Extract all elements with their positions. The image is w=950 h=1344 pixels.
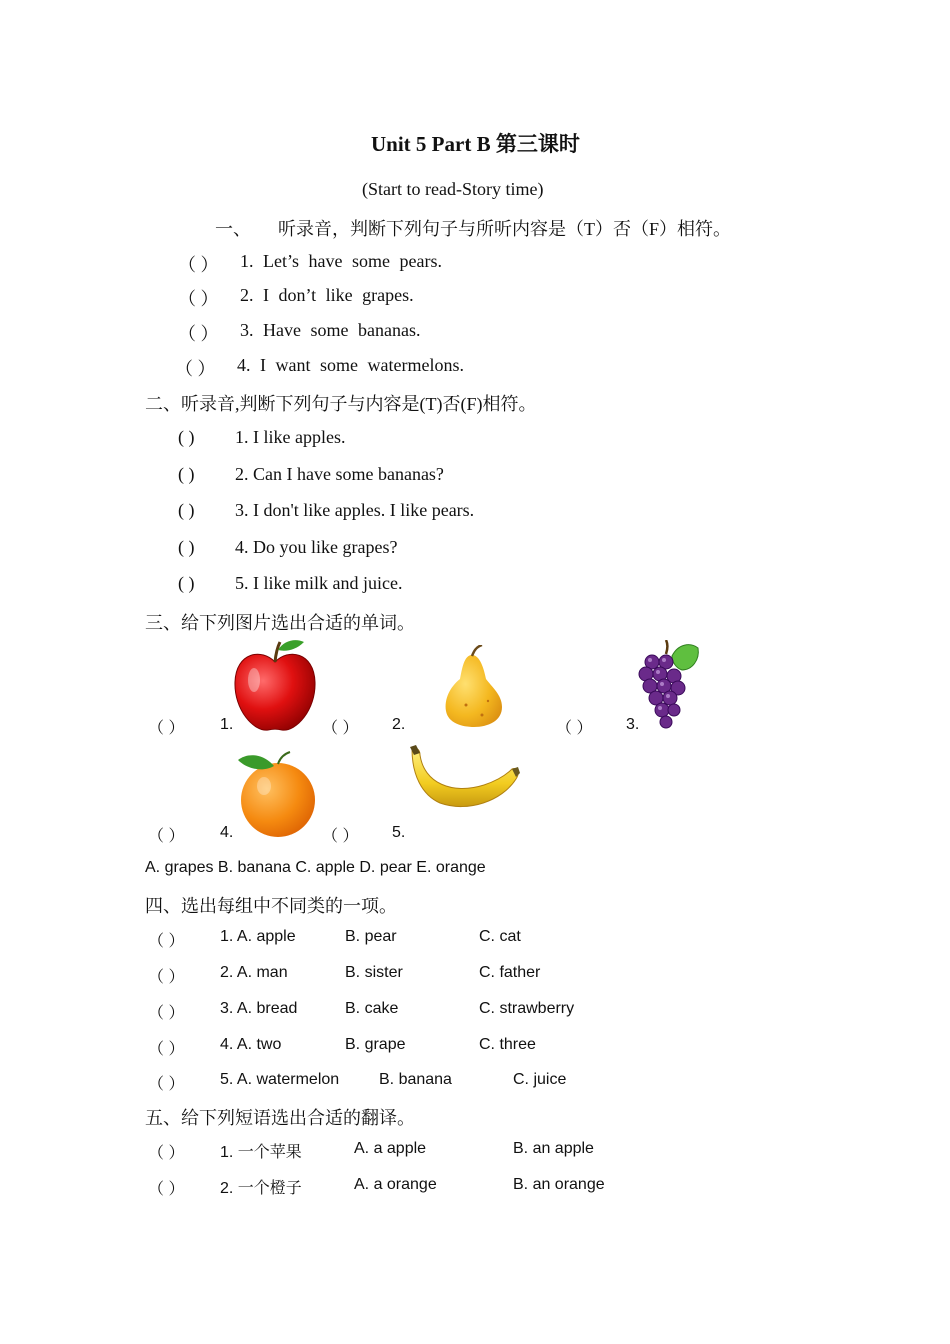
- section3-heading: 三、给下列图片选出合适的单词。: [145, 613, 415, 633]
- s1-answer-blank-4[interactable]: （ ）: [175, 359, 216, 379]
- s4-row-1-option-c: C. cat: [479, 928, 521, 945]
- s3-number-2: 2.: [392, 716, 406, 733]
- s4-row-3-option-b: B. cake: [345, 1000, 399, 1017]
- s5-answer-blank-2[interactable]: （ ）: [148, 1181, 185, 1198]
- page-title: Unit 5 Part B 第三课时: [371, 132, 580, 156]
- banana-picture: [408, 745, 520, 815]
- s3-number-1: 1.: [220, 716, 234, 733]
- section5-heading: 五、给下列短语选出合适的翻译。: [145, 1108, 415, 1128]
- s5-row-2-question: 2. 一个橙子: [220, 1180, 302, 1197]
- s4-answer-blank-1[interactable]: （ ）: [148, 933, 185, 950]
- s4-row-5-option-c: C. juice: [513, 1071, 567, 1088]
- s4-row-3-option-a: 3. A. bread: [220, 1000, 298, 1017]
- s5-row-2-option-b: B. an orange: [513, 1176, 605, 1193]
- grapes-picture: [638, 640, 702, 734]
- page-subtitle: (Start to read-Story time): [362, 179, 544, 199]
- s4-answer-blank-4[interactable]: （ ）: [148, 1041, 185, 1058]
- s1-answer-blank-3[interactable]: （ ）: [178, 324, 219, 344]
- s2-item-3: 3. I don't like apples. I like pears.: [235, 500, 475, 520]
- s4-row-1-option-b: B. pear: [345, 928, 397, 945]
- s2-answer-blank-1[interactable]: ( ): [178, 427, 195, 447]
- s4-row-1-option-a: 1. A. apple: [220, 928, 296, 945]
- s1-item-4: 4. I want some watermelons.: [237, 355, 464, 375]
- s5-answer-blank-1[interactable]: （ ）: [148, 1145, 185, 1162]
- s3-number-5: 5.: [392, 824, 406, 841]
- s3-answer-blank-1[interactable]: （ ）: [148, 720, 185, 737]
- s5-row-1-option-b: B. an apple: [513, 1140, 594, 1157]
- s1-answer-blank-1[interactable]: （ ）: [178, 255, 219, 275]
- s2-answer-blank-5[interactable]: ( ): [178, 573, 195, 593]
- s4-row-4-option-a: 4. A. two: [220, 1036, 282, 1053]
- section2-heading: 二、听录音,判断下列句子与内容是(T)否(F)相符。: [145, 394, 537, 414]
- s4-row-2-option-b: B. sister: [345, 964, 403, 981]
- s3-answer-blank-5[interactable]: （ ）: [322, 828, 359, 845]
- s4-row-5-option-a: 5. A. watermelon: [220, 1071, 340, 1088]
- section1-number: 一、: [215, 219, 251, 239]
- s4-row-3-option-c: C. strawberry: [479, 1000, 575, 1017]
- s1-item-3: 3. Have some bananas.: [240, 320, 421, 340]
- pear-picture: [442, 645, 504, 727]
- section1-heading: 听录音，判断下列句子与所听内容是（T）否（F）相符。: [278, 219, 732, 239]
- s3-number-4: 4.: [220, 824, 234, 841]
- s3-answer-blank-2[interactable]: （ ）: [322, 720, 359, 737]
- s2-item-1: 1. I like apples.: [235, 427, 346, 447]
- s2-answer-blank-4[interactable]: ( ): [178, 537, 195, 557]
- s4-row-4-option-c: C. three: [479, 1036, 536, 1053]
- s2-item-2: 2. Can I have some bananas?: [235, 464, 444, 484]
- s4-row-5-option-b: B. banana: [379, 1071, 452, 1088]
- section4-heading: 四、选出每组中不同类的一项。: [145, 896, 397, 916]
- s3-options: A. grapes B. banana C. apple D. pear E. orange: [145, 859, 486, 876]
- s3-number-3: 3.: [626, 716, 640, 733]
- s2-item-4: 4. Do you like grapes?: [235, 537, 398, 557]
- s4-row-2-option-a: 2. A. man: [220, 964, 288, 981]
- s4-answer-blank-2[interactable]: （ ）: [148, 969, 185, 986]
- s4-answer-blank-3[interactable]: （ ）: [148, 1005, 185, 1022]
- s1-item-2: 2. I don’t like grapes.: [240, 285, 414, 305]
- s2-item-5: 5. I like milk and juice.: [235, 573, 403, 593]
- s4-row-4-option-b: B. grape: [345, 1036, 406, 1053]
- s2-answer-blank-2[interactable]: ( ): [178, 464, 195, 484]
- s3-answer-blank-4[interactable]: （ ）: [148, 828, 185, 845]
- s2-answer-blank-3[interactable]: ( ): [178, 500, 195, 520]
- s5-row-2-option-a: A. a orange: [354, 1176, 437, 1193]
- s4-answer-blank-5[interactable]: （ ）: [148, 1076, 185, 1093]
- orange-picture: [234, 748, 320, 838]
- s1-item-1: 1. Let’s have some pears.: [240, 251, 442, 271]
- s1-answer-blank-2[interactable]: （ ）: [178, 289, 219, 309]
- s4-row-2-option-c: C. father: [479, 964, 541, 981]
- s5-row-1-option-a: A. a apple: [354, 1140, 427, 1157]
- s5-row-1-question: 1. 一个苹果: [220, 1144, 302, 1161]
- apple-picture: [232, 638, 318, 734]
- s3-answer-blank-3[interactable]: （ ）: [556, 720, 593, 737]
